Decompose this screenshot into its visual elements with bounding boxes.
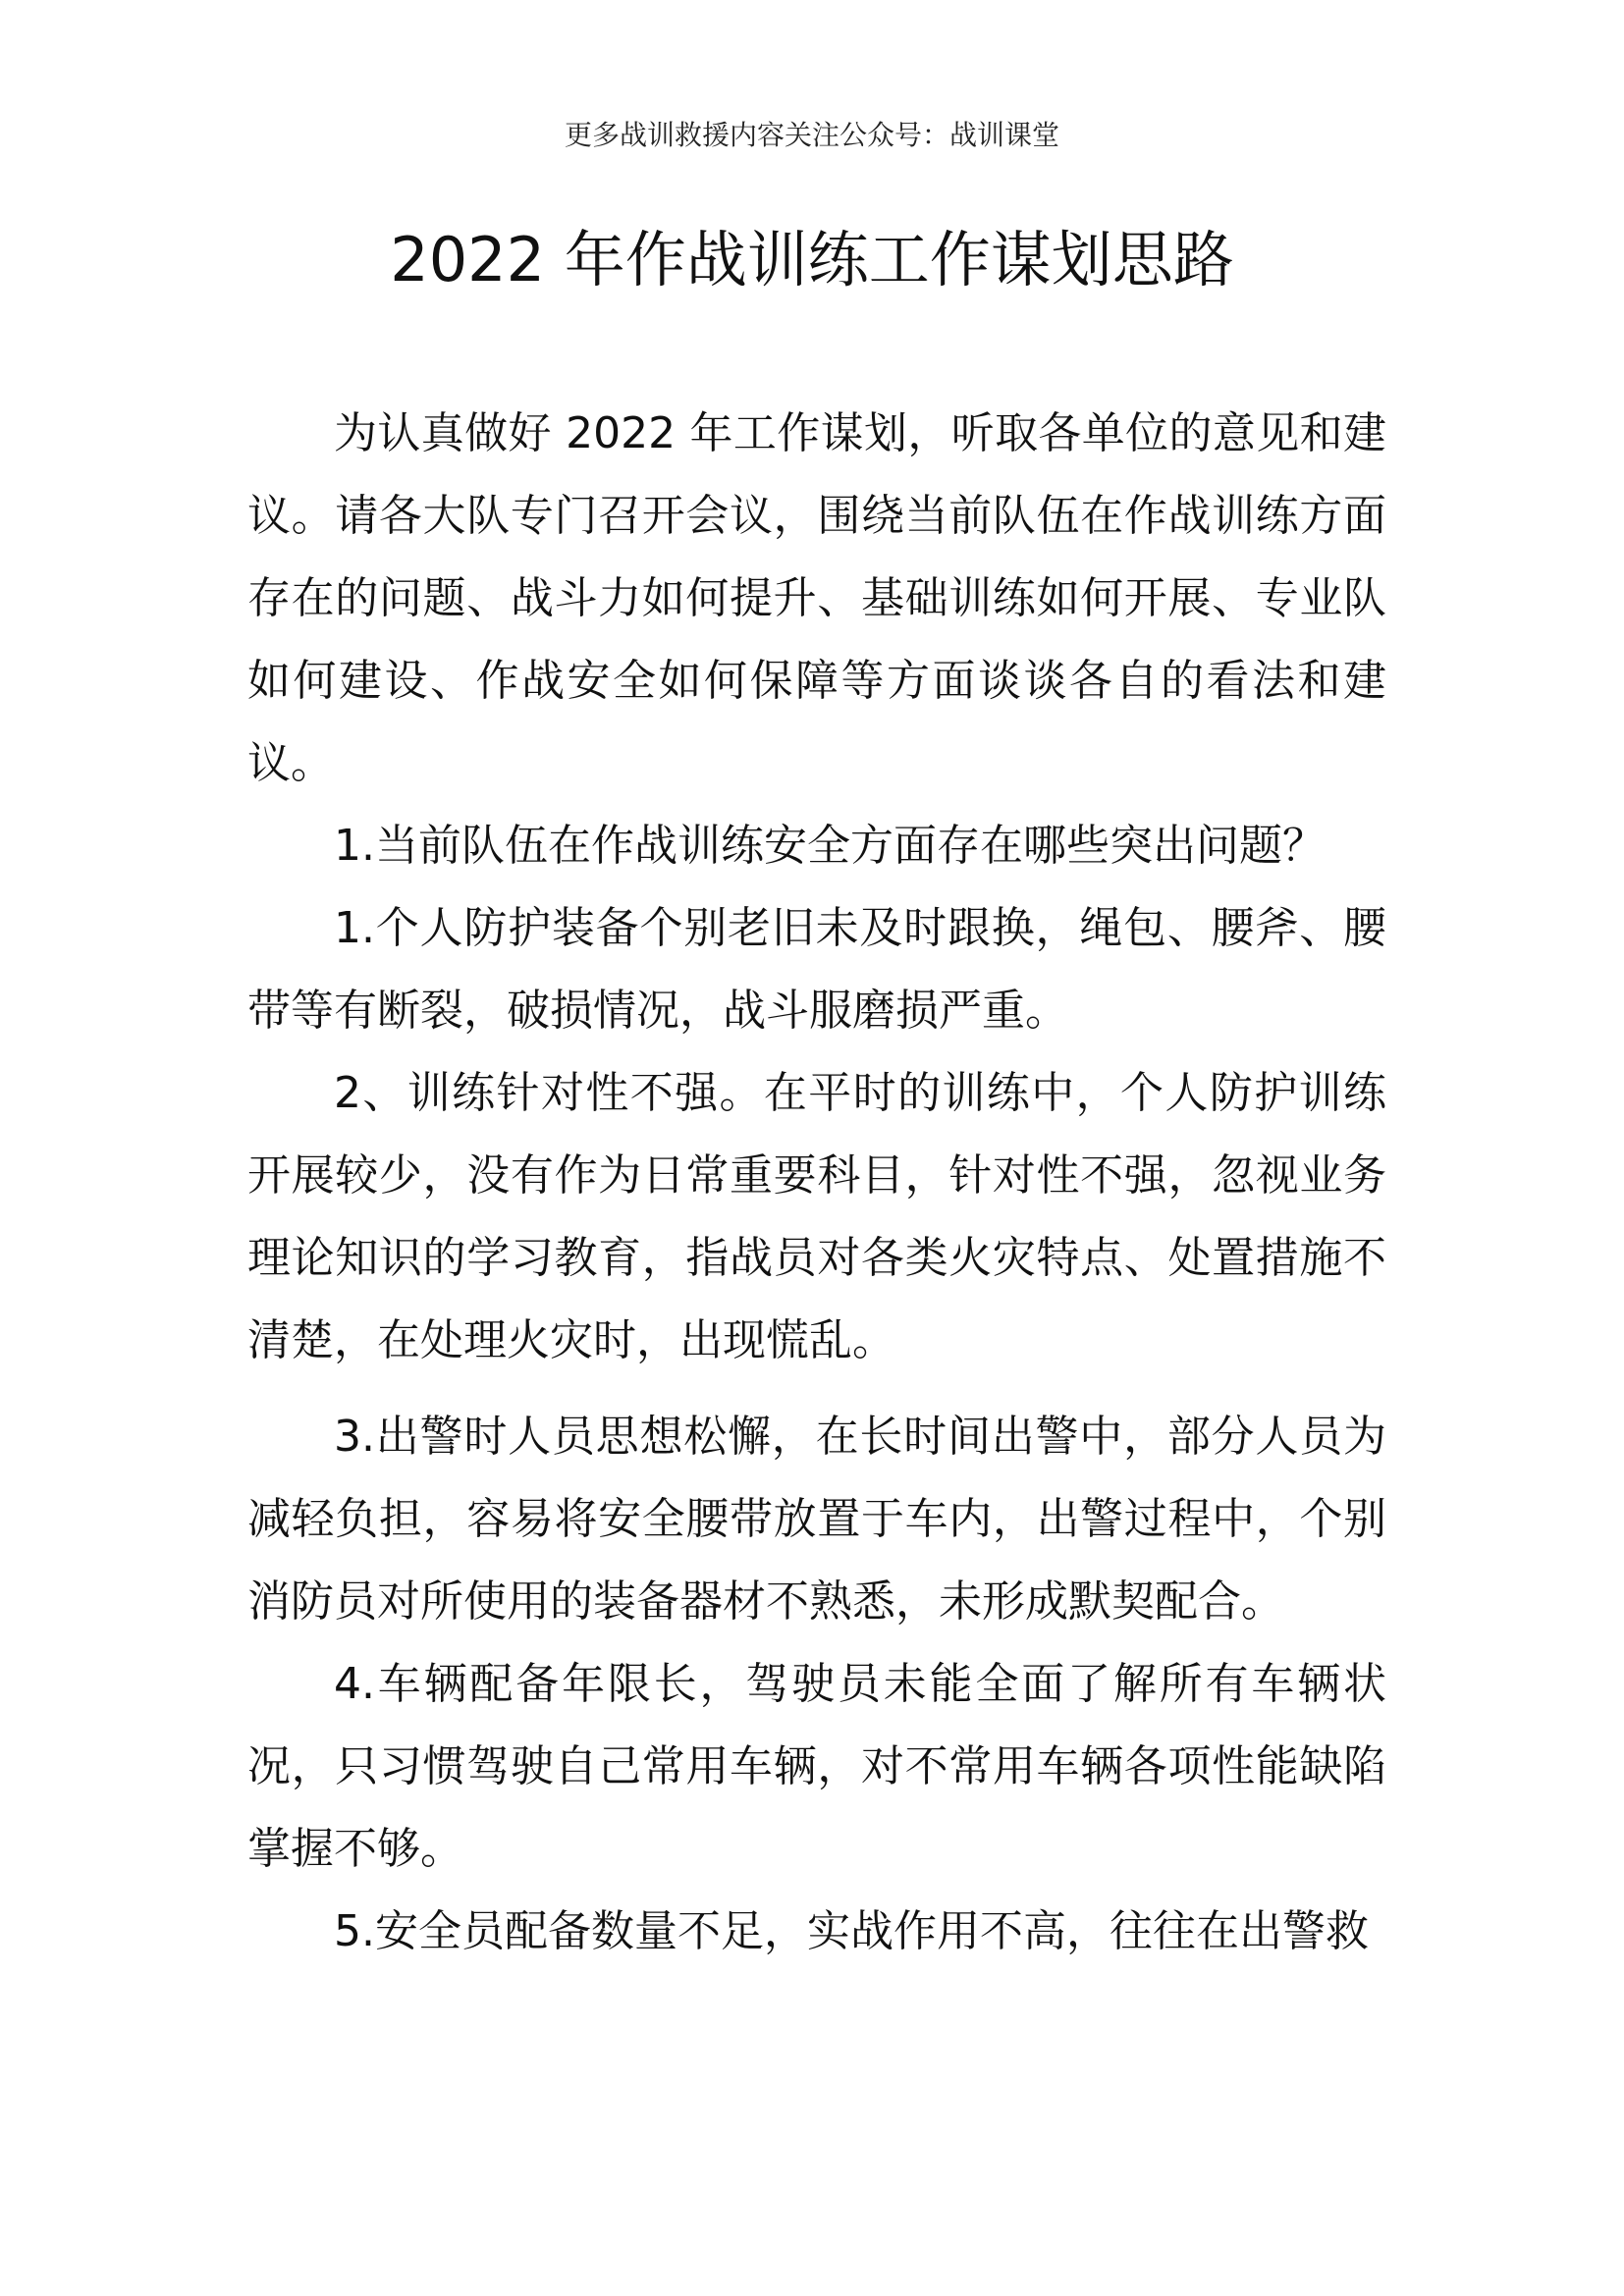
document-title: 2022 年作战训练工作谋划思路 [390, 224, 1234, 295]
paragraph-item-2: 2、训练针对性不强。在平时的训练中，个人防护训练开展较少，没有作为日常重要科目，针对性不强，忽视业务理论知识的学习教育，指战员对各类火灾特点、处置措施不清楚，在处理火灾时，出现慌乱。 [247, 1068, 1386, 1365]
document-body [247, 393, 1386, 1973]
paragraph-item-5: 5.安全员配备数量不足，实战作用不高，往往在出警救 [334, 1906, 1369, 1956]
paragraph-question-1: 1.当前队伍在作战训练安全方面存在哪些突出问题？ [334, 821, 1326, 871]
paragraph-item-3: 3.出警时人员思想松懈，在长时间出警中，部分人员为减轻负担，容易将安全腰带放置于车内，出警过程中，个别消防员对所使用的装备器材不熟悉，未形成默契配合。 [247, 1412, 1386, 1627]
paragraph-intro: 为认真做好 2022 年工作谋划，听取各单位的意见和建议。请各大队专门召开会议，围绕当前队伍在作战训练方面存在的问题、战斗力如何提升、基础训练如何开展、专业队如何建设、作战安全如何保障等方面谈谈各自的看法和建议。 [247, 408, 1386, 788]
page-header: 更多战训救援内容关注公众号：战训课堂 [564, 119, 1059, 151]
paragraph-item-1: 1.个人防护装备个别老旧未及时跟换，绳包、腰斧、腰带等有断裂，破损情况，战斗服磨损严重。 [247, 903, 1386, 1036]
paragraph-item-4: 4.车辆配备年限长，驾驶员未能全面了解所有车辆状况，只习惯驾驶自己常用车辆，对不常用车辆各项性能缺陷掌握不够。 [247, 1659, 1386, 1874]
